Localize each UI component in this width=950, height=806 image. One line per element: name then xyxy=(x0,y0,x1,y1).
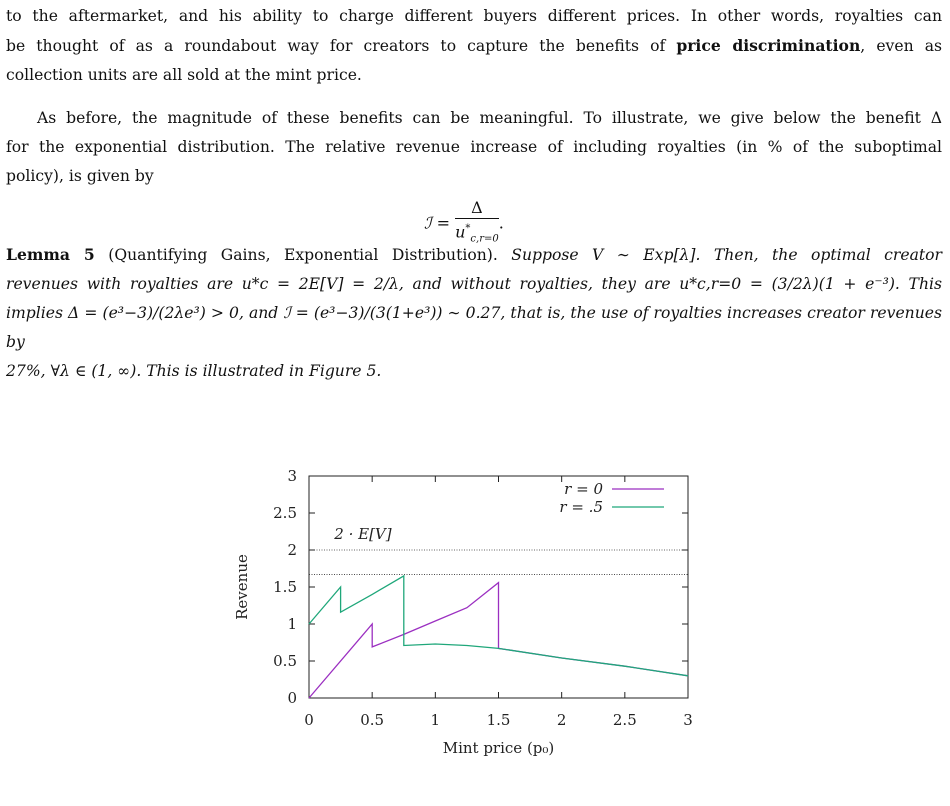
x-tick-label-4: 2 xyxy=(556,711,567,729)
equation-trailing-period: . xyxy=(498,213,504,233)
x-tick-label-0: 0 xyxy=(304,711,314,729)
y-tick-label-3: 1.5 xyxy=(273,578,297,596)
paragraph-1-line-1: to the aftermarket, and his ability to charge different buyers different prices. In other words, royalties can xyxy=(6,7,942,25)
lemma-line-4: 27%, ∀λ ∈ (1, ∞). This is illustrated in Figure 5. xyxy=(6,362,382,380)
x-tick-label-3: 1.5 xyxy=(486,711,511,729)
lemma-title: (Quantifying Gains, Exponential Distribution). xyxy=(108,246,498,264)
y-tick-label-4: 2 xyxy=(287,541,297,559)
paragraph-1-line-2-start: be thought of as a roundabout way for creators to capture the benefits of xyxy=(6,37,677,55)
x-tick-label-6: 3 xyxy=(683,711,693,729)
y-tick-label-2: 1 xyxy=(287,615,297,633)
legend-label-0: r = 0 xyxy=(564,480,603,498)
y-tick-label-5: 2.5 xyxy=(273,504,297,522)
x-tick-label-5: 2.5 xyxy=(612,711,637,729)
lemma-text-1: Suppose V ∼ Exp[λ]. Then, the optimal creator xyxy=(511,246,943,264)
denominator-sub: c,r=0 xyxy=(470,233,499,245)
series-line-0 xyxy=(309,583,688,698)
lemma-label: Lemma 5 xyxy=(6,245,95,264)
paragraph-2-line-2: for the exponential distribution. The relative revenue increase of including royalties (in % of the suboptimal xyxy=(6,138,942,156)
equation-numerator: Δ xyxy=(455,198,499,219)
lemma-line-2: revenues with royalties are u*c = 2E[V] = 2/λ, and without royalties, they are u*c,r=0 = (3/2λ)(1 + e⁻³). This xyxy=(6,275,942,293)
x-axis-label: Mint price (p₀) xyxy=(442,739,555,757)
x-tick-label-2: 1 xyxy=(430,711,441,729)
paragraph-2-line-3: policy), is given by xyxy=(6,167,154,185)
lemma-line-3: implies Δ = (e³−3)/(2λe³) > 0, and ℐ = (e³−3)/(3(1+e³)) ∼ 0.27, that is, the use of royalties increases creator revenues by xyxy=(6,304,942,351)
x-tick-label-1: 0.5 xyxy=(360,711,385,729)
price-discrimination-term: price discrimination xyxy=(676,36,861,55)
y-tick-label-6: 3 xyxy=(287,467,297,485)
y-tick-label-0: 0 xyxy=(287,689,297,707)
y-axis-label: Revenue xyxy=(233,554,251,620)
paragraph-1-line-2-end: , even as xyxy=(860,37,943,55)
paragraph-1-line-3: collection units are all sold at the mint price. xyxy=(6,66,362,84)
legend-label-1: r = .5 xyxy=(559,498,603,516)
denominator-base: u xyxy=(455,222,466,242)
denominator-sup: * xyxy=(465,223,471,234)
y-tick-label-1: 0.5 xyxy=(273,652,297,670)
annotation-2EV: 2 · E[V] xyxy=(334,525,392,544)
paragraph-2-line-1: As before, the magnitude of these benefits can be meaningful. To illustrate, we give below the benefit Δ xyxy=(37,109,942,127)
equation-lhs: ℐ = xyxy=(424,213,451,233)
